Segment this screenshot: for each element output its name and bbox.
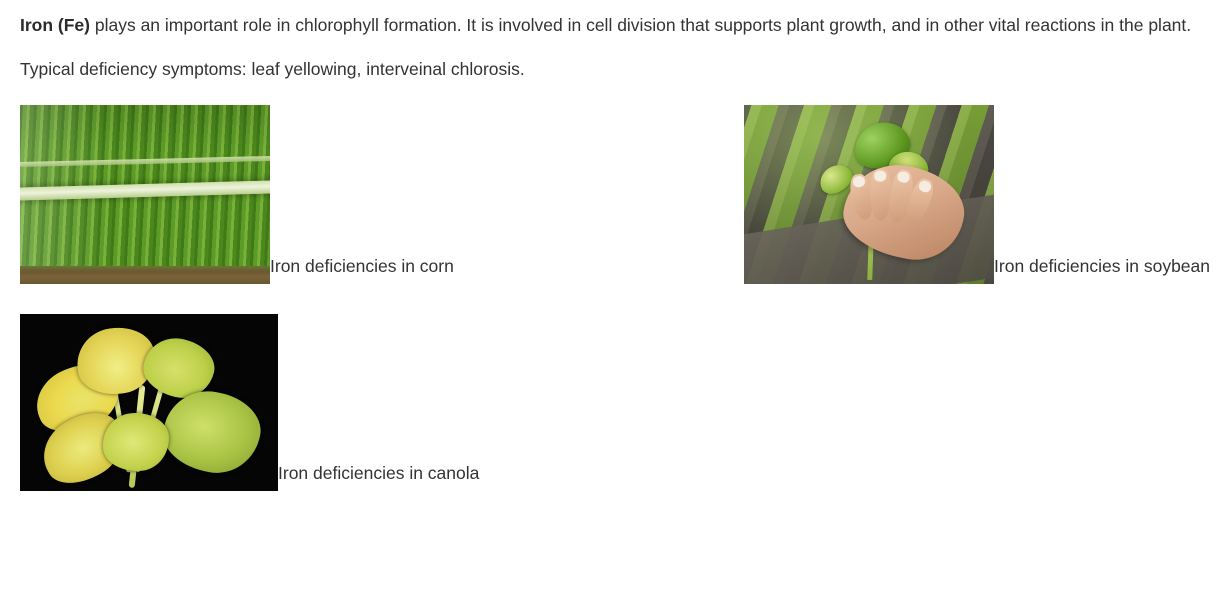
figure-row-bottom [20, 314, 1210, 491]
figure-soybean-caption: Iron deficiencies in soybean [994, 256, 1210, 277]
nutrient-name-label: Iron (Fe) [20, 15, 90, 35]
paragraph-iron-role-text: plays an important role in chlorophyll formation. It is involved in cell division that supports plant growth, and in other vital reactions in the plant. [90, 15, 1192, 35]
figure-canola-caption: Iron deficiencies in canola [278, 463, 480, 484]
figure-canola [20, 314, 479, 491]
corn-leaf-interveinal-chlorosis-photo [20, 105, 270, 284]
finger [870, 169, 891, 221]
corn-soil-strip [20, 266, 270, 284]
figure-soybean [744, 105, 1210, 284]
paragraph-deficiency-symptoms: Typical deficiency symptoms: leaf yellowing, interveinal chlorosis. [20, 58, 525, 79]
soybean-field-hand-holding-plant-photo [744, 105, 994, 284]
fingernail [852, 175, 866, 188]
figure-row-top [20, 105, 1210, 284]
paragraph-iron-role [20, 12, 1210, 40]
fingernail [917, 179, 932, 193]
figure-corn [20, 105, 454, 284]
fingernail [874, 171, 886, 182]
canola-yellow-leaves-photo [20, 314, 278, 491]
figure-corn-caption: Iron deficiencies in corn [270, 256, 454, 277]
fingernail [897, 171, 911, 184]
